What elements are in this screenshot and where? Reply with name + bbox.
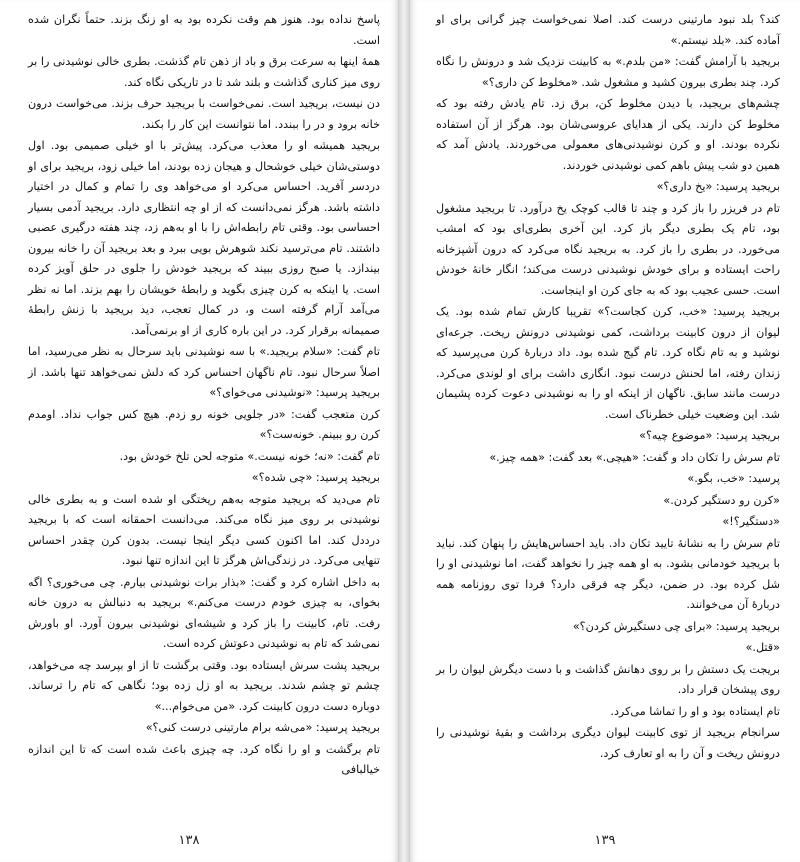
- paragraph: بریجید پرسید: «یخ داری؟»: [656, 180, 780, 193]
- left-page: [0, 0, 398, 862]
- paragraph: کند؟ بلد نبود مارتینی درست کند. اصلا نمی‌خواست چیز گرانی برای او آماده کند. «بلد نیستم.»: [436, 13, 780, 47]
- paragraph: «دستگیر؟!»: [722, 515, 780, 528]
- paragraph: «کرن رو دستگیر کردن.»: [663, 493, 780, 507]
- left-page-number: ۱۳۸: [178, 833, 200, 848]
- paragraph: بریجید پرسید: «می‌شه برام مارتینی درست کنی؟»: [145, 721, 380, 734]
- paragraph: همهٔ اینها به سرعت برق و باد از ذهن تام گذشت. بطری خالی نوشیدنی را بر روی میز کناری گذاشت و بلند شد تا در تاریکی نگاه کند.: [28, 55, 380, 89]
- paragraph: تام سرش را تکان داد و گفت: «هیچی.» بعد گفت: «همه چیز.»: [489, 450, 780, 464]
- paragraph: بریجید پشت سرش ایستاده بود. وقتی برگشت تا از او بپرسد چه می‌خواهد، چشم تو چشم شدند. بریجید به او زل زده بود؛ نگاهی که تام را ترساند. دوباره دست درون کابینت کرد. «من می‌خوام...»: [28, 658, 380, 713]
- left-page-text: [28, 10, 380, 781]
- paragraph: بریجید با آرامش گفت: «من بلدم.» به کابینت نزدیک شد و درونش را نگاه کرد. چند بطری بیرون کشید و مشغول شد. «مخلوط کن داری؟»: [436, 55, 780, 89]
- paragraph: تام سرش را به نشانهٔ تایید تکان داد. باید احساس‌هایش را پنهان کند. نباید با بریجید خودمانی بشود. به او همه چیز را نخواهد گفت، اما نوشیدنی او را شل کرده بود. در ضمن، دیگر چه فرقی دارد؟ فردا توی روزنامه همه دربارهٔ آن می‌خوانند.: [436, 536, 780, 611]
- right-page-text: [436, 10, 780, 764]
- paragraph: بریجید پرسید: «برای چی دستگیرش کردن؟»: [572, 619, 780, 633]
- paragraph: سرانجام بریجید از توی کابینت لیوان دیگری برداشت و بقیهٔ نوشیدنی را درونش ریخت و آن را به او تعارف کرد.: [436, 726, 780, 760]
- paragraph: کرن متعجب گفت: «در جلویی خونه رو زدم. هیچ کس جواب نداد. اومدم کرن رو ببینم. خونه‌ست؟»: [28, 407, 380, 441]
- paragraph: بریجید همیشه او را معذب می‌کرد. پیش‌تر با او خیلی صمیمی بود. اول دوستی‌شان خیلی خوشحال و هیجان زده بودند، اما خیلی زود، بریجید برای او دردسر آفرید. احساس می‌کرد او می‌خواهد وی را تمام و کمال در اختیار داشته باشد. هرگز نمی‌دانست که از او چه انتظاری دارد. بریجید آدمی بسیار احساسی بود. وقتی تام رابطه‌اش را با او به‌هم زد، چند هفته درگیری عصبی داشتند. تام می‌ترسید نکند شوهرش بویی ببرد و بعد بریجید آن را خانه بیرون بیندازد. یا صبح روزی ببیند که بریجید خودش را جلوی در حلق آویز کرده است. یا اینکه به کرن چیزی بگوید و رابطهٔ خویشان را بهم بزند. اما نه نظر می‌آمد آرام گرفته است و، در کمال تعجب، دید بریجید با زنش رابطهٔ صمیمانه برقرار کرد. در این باره کاری از او برنمی‌آمد.: [28, 139, 380, 337]
- paragraph: تام می‌دید که بریجید متوجه به‌هم ریختگی او شده است و به بطری خالی نوشیدنی بر روی میز نگاه می‌کند. می‌دانست احمقانه است که با بریجید درددل کند. اما اکنون کسی دیگر اینجا نیست. بدون کرن چقدر احساس تنهایی می‌کرد. در زندگی‌اش هرگز تا این اندازه تنها نبود.: [28, 492, 380, 567]
- paragraph: چشم‌های بریجید، با دیدن مخلوط کن، برق زد. تام یادش رفته بود که مخلوط کن دارند. یکی از هدایای عروسی‌شان بود. هرگز از آن استفاده نکرده بودند. او و کرن نوشیدنی‌های معمولی می‌خوردند. یادش آمد که همین دو شب پیش باهم کمی نوشیدنی خوردند.: [436, 97, 780, 172]
- paragraph: تام ایستاده بود و او را تماشا می‌کرد.: [610, 704, 780, 718]
- paragraph: دن نیست، بریجید است. نمی‌خواست با بریجید حرف بزند. می‌خواست درون خانه برود و در را ببندد. اما نتوانست این کار را بکند.: [28, 97, 380, 131]
- paragraph: بریجید پرسید: «موضوع چیه؟»: [639, 429, 780, 442]
- book-gutter: [398, 0, 410, 862]
- paragraph: پاسخ نداده بود. هنوز هم وقت نکرده بود به او زنگ بزند. حتماً نگران شده است.: [28, 13, 380, 47]
- paragraph: تام برگشت و او را نگاه کرد. چه چیزی باعث شده است که تا این اندازه خیالبافی: [28, 742, 380, 776]
- paragraph: «قتل.»: [745, 641, 780, 654]
- paragraph: بریجت یک دستش را بر روی دهانش گذاشت و با دست دیگرش لیوان را بر روی پیشخان قرار داد.: [436, 662, 780, 696]
- paragraph: به داخل اشاره کرد و گفت: «بذار برات نوشیدنی بیارم. چی می‌خوری؟ اگه بخوای، به چیزی خودم درست می‌کنم.» بریجید به دنبالش به درون خانه رفت. تام، کابینت را باز کرد و شیشه‌ای نوشیدنی بیرون آورد. او باورش نمی‌شد که تام به نوشیدنی دعوتش کرده است.: [28, 575, 380, 650]
- paragraph: تام گفت: «سلام بریجید.» با سه نوشیدنی باید سرحال به نظر می‌رسید، اما اصلاً سرحال نبود. تام ناگهان احساس کرد که دلش نمی‌خواهد تنها باشد. از بریجید پرسید: «نوشیدنی می‌خوای؟»: [28, 345, 380, 399]
- paragraph: بریجید پرسید: «خب، کرن کجاست؟» تقریبا کارش تمام شده بود. یک لیوان از درون کابینت برداشت، کمی نوشیدنی درونش ریخت. جرعه‌ای نوشید و به تام نگاه کرد. تام گیج شده بود. داد دربارهٔ کرن می‌پرسید که زندان رفته، اما لحنش درست نبود. انگاری داشت برای او لوندی می‌کرد. درست مانند سابق. ناگهان از اینکه او را به نوشیدنی دعوت کرده پشیمان شد. این وضعیت خیلی خطرناک است.: [436, 305, 780, 421]
- right-page: [410, 0, 800, 862]
- paragraph: تام در فریزر را باز کرد و چند تا قالب کوچک یخ درآورد. تا بریجید مشغول بود، تام یک بطری دیگر باز کرد. این آخری بطری‌ای بود که امشب می‌خورد. در بطری را باز کرد. به بریجید نگاه می‌کرد که درون آشپزخانه راحت ایستاده و برای خودش نوشیدنی درست می‌کند؛ انگار خانهٔ خودش است. حسی عجیب بود که به جای کرن او اینجاست.: [436, 201, 780, 297]
- paragraph: تام گفت: «نه؛ خونه نیست.» متوجه لحن تلخ خودش بود.: [119, 449, 380, 463]
- right-page-number: ۱۳۹: [594, 833, 616, 848]
- paragraph: بریجید پرسید: «چی شده؟»: [251, 471, 380, 484]
- paragraph: پرسید: «خب، بگو.»: [687, 472, 780, 485]
